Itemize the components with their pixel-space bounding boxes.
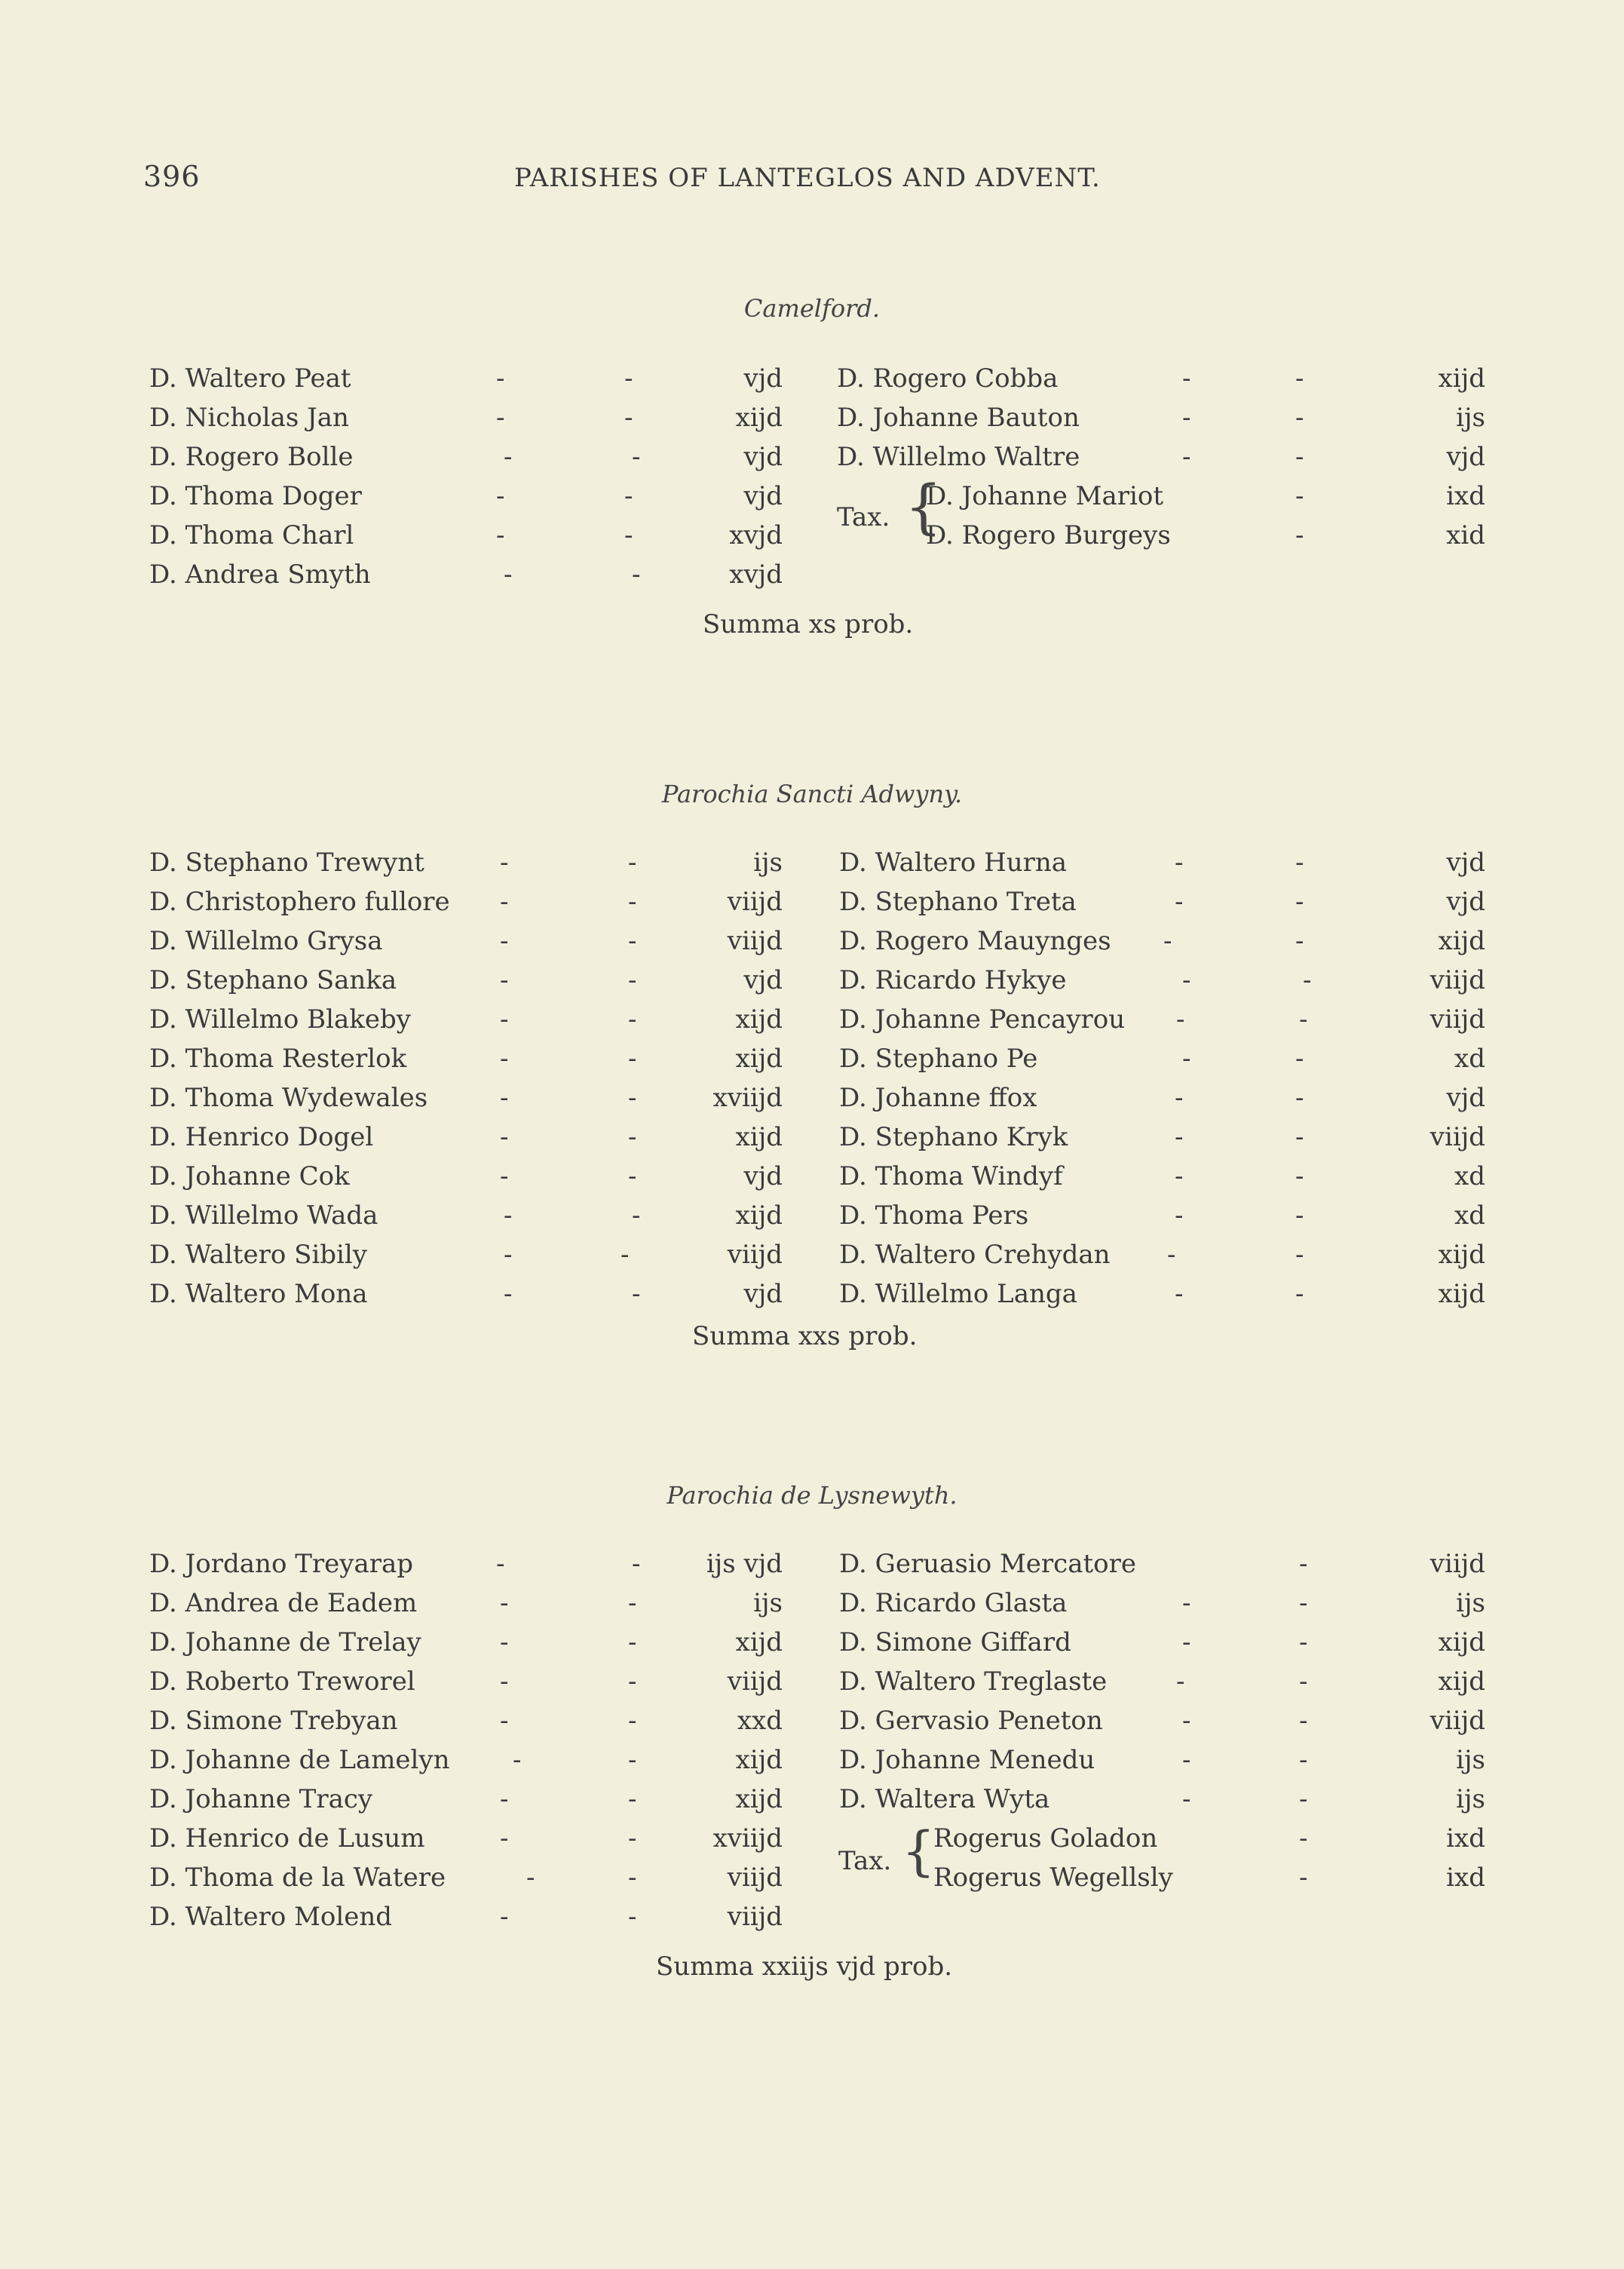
- dash-separator: -: [628, 1083, 637, 1113]
- entry-name: D. Thoma Wydewales: [149, 1083, 428, 1113]
- list-item: [149, 1200, 1491, 1240]
- dash-separator: -: [628, 1004, 637, 1035]
- dash-separator: -: [1167, 1240, 1176, 1270]
- entry-amount: xijd: [1438, 1240, 1485, 1270]
- entry-name: D. Waltera Wyta: [839, 1784, 1050, 1814]
- entry-amount: xijd: [1438, 1279, 1485, 1309]
- list-item: [149, 1627, 1491, 1666]
- dash-separator: -: [500, 1083, 509, 1113]
- entry-amount: xvjd: [729, 520, 783, 550]
- dash-separator: -: [1295, 1044, 1304, 1074]
- dash-separator: -: [504, 1200, 513, 1231]
- dash-separator: -: [526, 1863, 535, 1893]
- section-total: Summa xxiijs vjd prob.: [656, 1952, 953, 1982]
- dash-separator: -: [628, 1122, 637, 1152]
- dash-separator: -: [500, 965, 509, 995]
- dash-separator: -: [500, 1588, 509, 1618]
- entry-name: D. Thoma Charl: [149, 520, 354, 550]
- section-title-adwyny: Parochia Sancti Adwyny.: [661, 780, 963, 808]
- dash-separator: -: [1295, 1200, 1304, 1231]
- dash-separator: -: [1299, 1863, 1308, 1893]
- dash-separator: -: [1182, 1044, 1191, 1074]
- entry-name: D. Simone Giffard: [839, 1627, 1071, 1657]
- dash-separator: -: [1175, 887, 1184, 917]
- entry-amount: ixd: [1446, 481, 1485, 511]
- dash-separator: -: [500, 1004, 509, 1035]
- entry-name: D. Geruasio Mercatore: [839, 1549, 1136, 1579]
- dash-separator: -: [1299, 1823, 1308, 1854]
- dash-separator: -: [628, 1902, 637, 1932]
- dash-separator: -: [1295, 1240, 1304, 1270]
- entry-amount: viijd: [1429, 965, 1485, 995]
- dash-separator: -: [1182, 403, 1191, 433]
- dash-separator: -: [632, 1549, 641, 1579]
- entry-amount: viijd: [1429, 1122, 1485, 1152]
- entry-name: D. Waltero Sibily: [149, 1240, 367, 1270]
- dash-separator: -: [1295, 926, 1304, 956]
- list-item: [149, 1706, 1491, 1745]
- dash-separator: -: [504, 560, 513, 590]
- entry-name: D. Roberto Treworel: [149, 1666, 415, 1697]
- dash-separator: -: [628, 1627, 637, 1657]
- entry-amount: xid: [1446, 520, 1485, 550]
- list-item: [149, 926, 1491, 965]
- entry-amount: xviijd: [712, 1823, 783, 1854]
- dash-separator: -: [1176, 1004, 1185, 1035]
- entry-name: D. Stephano Sanka: [149, 965, 397, 995]
- dash-separator: -: [1182, 1627, 1191, 1657]
- dash-separator: -: [628, 1863, 637, 1893]
- dash-separator: -: [1295, 887, 1304, 917]
- entry-amount: ijs: [1456, 1588, 1485, 1618]
- dash-separator: -: [500, 887, 509, 917]
- entry-name: D. Gervasio Peneton: [839, 1706, 1103, 1736]
- entry-amount: xijd: [1438, 1627, 1485, 1657]
- entry-amount: vjd: [1446, 1083, 1485, 1113]
- dash-separator: -: [1303, 965, 1312, 995]
- list-item: [149, 1588, 1491, 1627]
- entry-amount: xijd: [735, 403, 783, 433]
- entry-amount: vjd: [743, 363, 783, 394]
- entry-name: D. Willelmo Langa: [839, 1279, 1077, 1309]
- entry-amount: xviijd: [712, 1083, 783, 1113]
- entry-name: D. Andrea de Eadem: [149, 1588, 418, 1618]
- entry-name: D. Waltero Treglaste: [839, 1666, 1108, 1697]
- dash-separator: -: [628, 1666, 637, 1697]
- list-item: [149, 1863, 1491, 1902]
- entry-amount: xd: [1454, 1044, 1485, 1074]
- entry-name: D. Johanne Mariot: [926, 481, 1163, 511]
- entry-name: D. Henrico de Lusum: [149, 1823, 425, 1854]
- entry-amount: viijd: [727, 887, 783, 917]
- entry-amount: xijd: [735, 1004, 783, 1035]
- dash-separator: -: [1299, 1627, 1308, 1657]
- entry-name: Rogerus Wegellsly: [933, 1863, 1173, 1893]
- dash-separator: -: [628, 1706, 637, 1736]
- dash-separator: -: [1299, 1004, 1308, 1035]
- brace-icon: {: [902, 1820, 936, 1882]
- entry-name: D. Johanne Tracy: [149, 1784, 373, 1814]
- dash-separator: -: [496, 481, 505, 511]
- list-item: [149, 1004, 1491, 1044]
- entry-name: D. Johanne ffox: [839, 1083, 1037, 1113]
- dash-separator: -: [500, 1784, 509, 1814]
- entry-amount: xd: [1454, 1200, 1485, 1231]
- entry-name: D. Willelmo Wada: [149, 1200, 378, 1231]
- entry-amount: xijd: [735, 1044, 783, 1074]
- dash-separator: -: [1299, 1706, 1308, 1736]
- entry-name: D. Thoma de la Watere: [149, 1863, 446, 1893]
- entry-name: D. Johanne Menedu: [839, 1745, 1095, 1775]
- entry-amount: vjd: [1446, 848, 1485, 878]
- entry-name: D. Ricardo Hykye: [839, 965, 1067, 995]
- dash-separator: -: [1175, 1083, 1184, 1113]
- entry-name: D. Thoma Windyf: [839, 1161, 1063, 1191]
- list-item: [149, 442, 1491, 481]
- entry-amount: ijs: [1456, 1784, 1485, 1814]
- page-number: 396: [143, 160, 201, 193]
- entry-name: D. Stephano Treta: [839, 887, 1077, 917]
- dash-separator: -: [1299, 1549, 1308, 1579]
- entry-amount: vjd: [1446, 887, 1485, 917]
- dash-separator: -: [1295, 1083, 1304, 1113]
- entry-name: D. Rogero Cobba: [837, 363, 1059, 394]
- dash-separator: -: [628, 926, 637, 956]
- list-item: [149, 848, 1491, 887]
- entry-name: D. Stephano Trewynt: [149, 848, 424, 878]
- entry-amount: viijd: [727, 926, 783, 956]
- list-item: [149, 1745, 1491, 1784]
- dash-separator: -: [496, 363, 505, 394]
- entry-amount: vjd: [743, 1279, 783, 1309]
- dash-separator: -: [1295, 520, 1304, 550]
- entry-name: D. Willelmo Blakeby: [149, 1004, 411, 1035]
- dash-separator: -: [624, 403, 633, 433]
- entry-name: D. Rogero Bolle: [149, 442, 354, 472]
- dash-separator: -: [1182, 442, 1191, 472]
- entry-name: D. Thoma Pers: [839, 1200, 1029, 1231]
- dash-separator: -: [1182, 1588, 1191, 1618]
- entry-amount: ijs vjd: [706, 1549, 783, 1579]
- dash-separator: -: [1295, 363, 1304, 394]
- list-item: [149, 363, 1491, 403]
- entry-name: D. Thoma Doger: [149, 481, 362, 511]
- dash-separator: -: [1295, 442, 1304, 472]
- entry-name: Rogerus Goladon: [933, 1823, 1158, 1854]
- dash-separator: -: [1295, 1161, 1304, 1191]
- entry-name: D. Rogero Mauynges: [839, 926, 1111, 956]
- list-item: [149, 1240, 1491, 1279]
- dash-separator: -: [628, 1161, 637, 1191]
- entry-amount: xijd: [1438, 1666, 1485, 1697]
- entry-name: D. Johanne Bauton: [837, 403, 1080, 433]
- list-item: [149, 1279, 1491, 1318]
- dash-separator: -: [632, 1279, 641, 1309]
- dash-separator: -: [624, 520, 633, 550]
- dash-separator: -: [500, 1627, 509, 1657]
- entry-name: D. Andrea Smyth: [149, 560, 371, 590]
- dash-separator: -: [1299, 1666, 1308, 1697]
- entry-name: D. Waltero Hurna: [839, 848, 1068, 878]
- entry-amount: xijd: [735, 1627, 783, 1657]
- dash-separator: -: [632, 442, 641, 472]
- dash-separator: -: [496, 403, 505, 433]
- dash-separator: -: [1182, 1745, 1191, 1775]
- dash-separator: -: [1299, 1588, 1308, 1618]
- entry-name: D. Waltero Peat: [149, 363, 351, 394]
- entry-amount: xxd: [737, 1706, 783, 1736]
- dash-separator: -: [628, 887, 637, 917]
- dash-separator: -: [1295, 1279, 1304, 1309]
- entry-name: D. Thoma Resterlok: [149, 1044, 407, 1074]
- dash-separator: -: [628, 1044, 637, 1074]
- list-item: [149, 481, 1491, 520]
- entry-name: D. Christophero fullore: [149, 887, 450, 917]
- dash-separator: -: [500, 1823, 509, 1854]
- dash-separator: -: [628, 965, 637, 995]
- dash-separator: -: [504, 1279, 513, 1309]
- entry-name: D. Rogero Burgeys: [926, 520, 1171, 550]
- dash-separator: -: [513, 1745, 522, 1775]
- entry-name: D. Jordano Treyarap: [149, 1549, 414, 1579]
- entry-amount: vjd: [1446, 442, 1485, 472]
- entry-amount: xvjd: [729, 560, 783, 590]
- list-item: [149, 1823, 1491, 1863]
- entry-name: D. Waltero Crehydan: [839, 1240, 1111, 1270]
- entry-amount: vjd: [743, 965, 783, 995]
- entry-amount: viijd: [1429, 1004, 1485, 1035]
- list-item: [149, 1122, 1491, 1161]
- dash-separator: -: [496, 1549, 505, 1579]
- entry-name: D. Nicholas Jan: [149, 403, 349, 433]
- entry-name: D. Stephano Kryk: [839, 1122, 1068, 1152]
- list-item: [149, 403, 1491, 442]
- entry-name: D. Willelmo Waltre: [837, 442, 1080, 472]
- entry-name: D. Johanne Pencayrou: [839, 1004, 1126, 1035]
- entry-amount: vjd: [743, 1161, 783, 1191]
- entry-amount: xijd: [735, 1200, 783, 1231]
- list-item: [149, 1784, 1491, 1823]
- dash-separator: -: [1295, 481, 1304, 511]
- page-title: PARISHES OF LANTEGLOS AND ADVENT.: [514, 163, 1101, 193]
- entry-amount: viijd: [727, 1902, 783, 1932]
- entry-amount: ijs: [1456, 403, 1485, 433]
- dash-separator: -: [1175, 1200, 1184, 1231]
- entry-amount: xd: [1454, 1161, 1485, 1191]
- dash-separator: -: [1175, 848, 1184, 878]
- entry-name: D. Johanne de Lamelyn: [149, 1745, 450, 1775]
- entry-amount: viijd: [727, 1240, 783, 1270]
- dash-separator: -: [496, 520, 505, 550]
- entry-amount: xijd: [735, 1784, 783, 1814]
- dash-separator: -: [620, 1240, 630, 1270]
- list-item: [149, 1666, 1491, 1706]
- entry-amount: xijd: [735, 1745, 783, 1775]
- entry-amount: vjd: [743, 442, 783, 472]
- dash-separator: -: [1182, 1784, 1191, 1814]
- entry-amount: ijs: [753, 1588, 783, 1618]
- dash-separator: -: [1175, 1161, 1184, 1191]
- dash-separator: -: [504, 442, 513, 472]
- tax-label: Tax.: [838, 1846, 892, 1876]
- list-item: [149, 887, 1491, 926]
- entry-name: D. Simone Trebyan: [149, 1706, 398, 1736]
- list-item: [149, 1161, 1491, 1200]
- dash-separator: -: [1182, 1706, 1191, 1736]
- entry-amount: ixd: [1446, 1823, 1485, 1854]
- section-title-lysnewyth: Parochia de Lysnewyth.: [666, 1481, 958, 1510]
- dash-separator: -: [1163, 926, 1172, 956]
- dash-separator: -: [1299, 1745, 1308, 1775]
- entry-amount: ixd: [1446, 1863, 1485, 1893]
- entry-name: D. Stephano Pe: [839, 1044, 1038, 1074]
- dash-separator: -: [1176, 1666, 1185, 1697]
- entry-name: D. Henrico Dogel: [149, 1122, 374, 1152]
- entry-amount: viijd: [727, 1666, 783, 1697]
- entry-name: D. Waltero Molend: [149, 1902, 393, 1932]
- dash-separator: -: [500, 1161, 509, 1191]
- list-item: [149, 1044, 1491, 1083]
- list-item: [149, 965, 1491, 1004]
- entry-amount: xijd: [1438, 363, 1485, 394]
- tax-label: Tax.: [837, 502, 890, 532]
- section-total: Summa xxs prob.: [692, 1321, 918, 1351]
- dash-separator: -: [504, 1240, 513, 1270]
- dash-separator: -: [1182, 965, 1191, 995]
- dash-separator: -: [632, 560, 641, 590]
- brace-icon: {: [905, 474, 942, 541]
- dash-separator: -: [500, 1122, 509, 1152]
- dash-separator: -: [500, 1666, 509, 1697]
- dash-separator: -: [500, 1706, 509, 1736]
- dash-separator: -: [624, 481, 633, 511]
- dash-separator: -: [1295, 1122, 1304, 1152]
- entry-amount: viijd: [1429, 1549, 1485, 1579]
- entry-name: D. Willelmo Grysa: [149, 926, 383, 956]
- dash-separator: -: [628, 1784, 637, 1814]
- dash-separator: -: [500, 1044, 509, 1074]
- section-title-camelford: Camelford.: [743, 294, 881, 323]
- dash-separator: -: [1299, 1784, 1308, 1814]
- dash-separator: -: [1295, 848, 1304, 878]
- entry-name: D. Ricardo Glasta: [839, 1588, 1068, 1618]
- entry-amount: xijd: [735, 1122, 783, 1152]
- dash-separator: -: [1175, 1122, 1184, 1152]
- dash-separator: -: [628, 848, 637, 878]
- list-item: [149, 1902, 903, 1941]
- section-total: Summa xs prob.: [703, 609, 914, 639]
- dash-separator: -: [1182, 363, 1191, 394]
- dash-separator: -: [628, 1823, 637, 1854]
- dash-separator: -: [632, 1200, 641, 1231]
- entry-amount: xijd: [1438, 926, 1485, 956]
- entry-amount: viijd: [727, 1863, 783, 1893]
- entry-amount: ijs: [1456, 1745, 1485, 1775]
- dash-separator: -: [628, 1588, 637, 1618]
- entry-name: D. Waltero Mona: [149, 1279, 368, 1309]
- dash-separator: -: [628, 1745, 637, 1775]
- entry-amount: ijs: [753, 848, 783, 878]
- entry-name: D. Johanne Cok: [149, 1161, 350, 1191]
- dash-separator: -: [1175, 1279, 1184, 1309]
- dash-separator: -: [500, 1902, 509, 1932]
- dash-separator: -: [624, 363, 633, 394]
- entry-name: D. Johanne de Trelay: [149, 1627, 421, 1657]
- entry-amount: viijd: [1429, 1706, 1485, 1736]
- dash-separator: -: [500, 848, 509, 878]
- list-item: [149, 560, 903, 599]
- dash-separator: -: [500, 926, 509, 956]
- list-item: [149, 1083, 1491, 1122]
- dash-separator: -: [1295, 403, 1304, 433]
- list-item: [149, 520, 1491, 560]
- list-item: [149, 1549, 1491, 1588]
- entry-amount: vjd: [743, 481, 783, 511]
